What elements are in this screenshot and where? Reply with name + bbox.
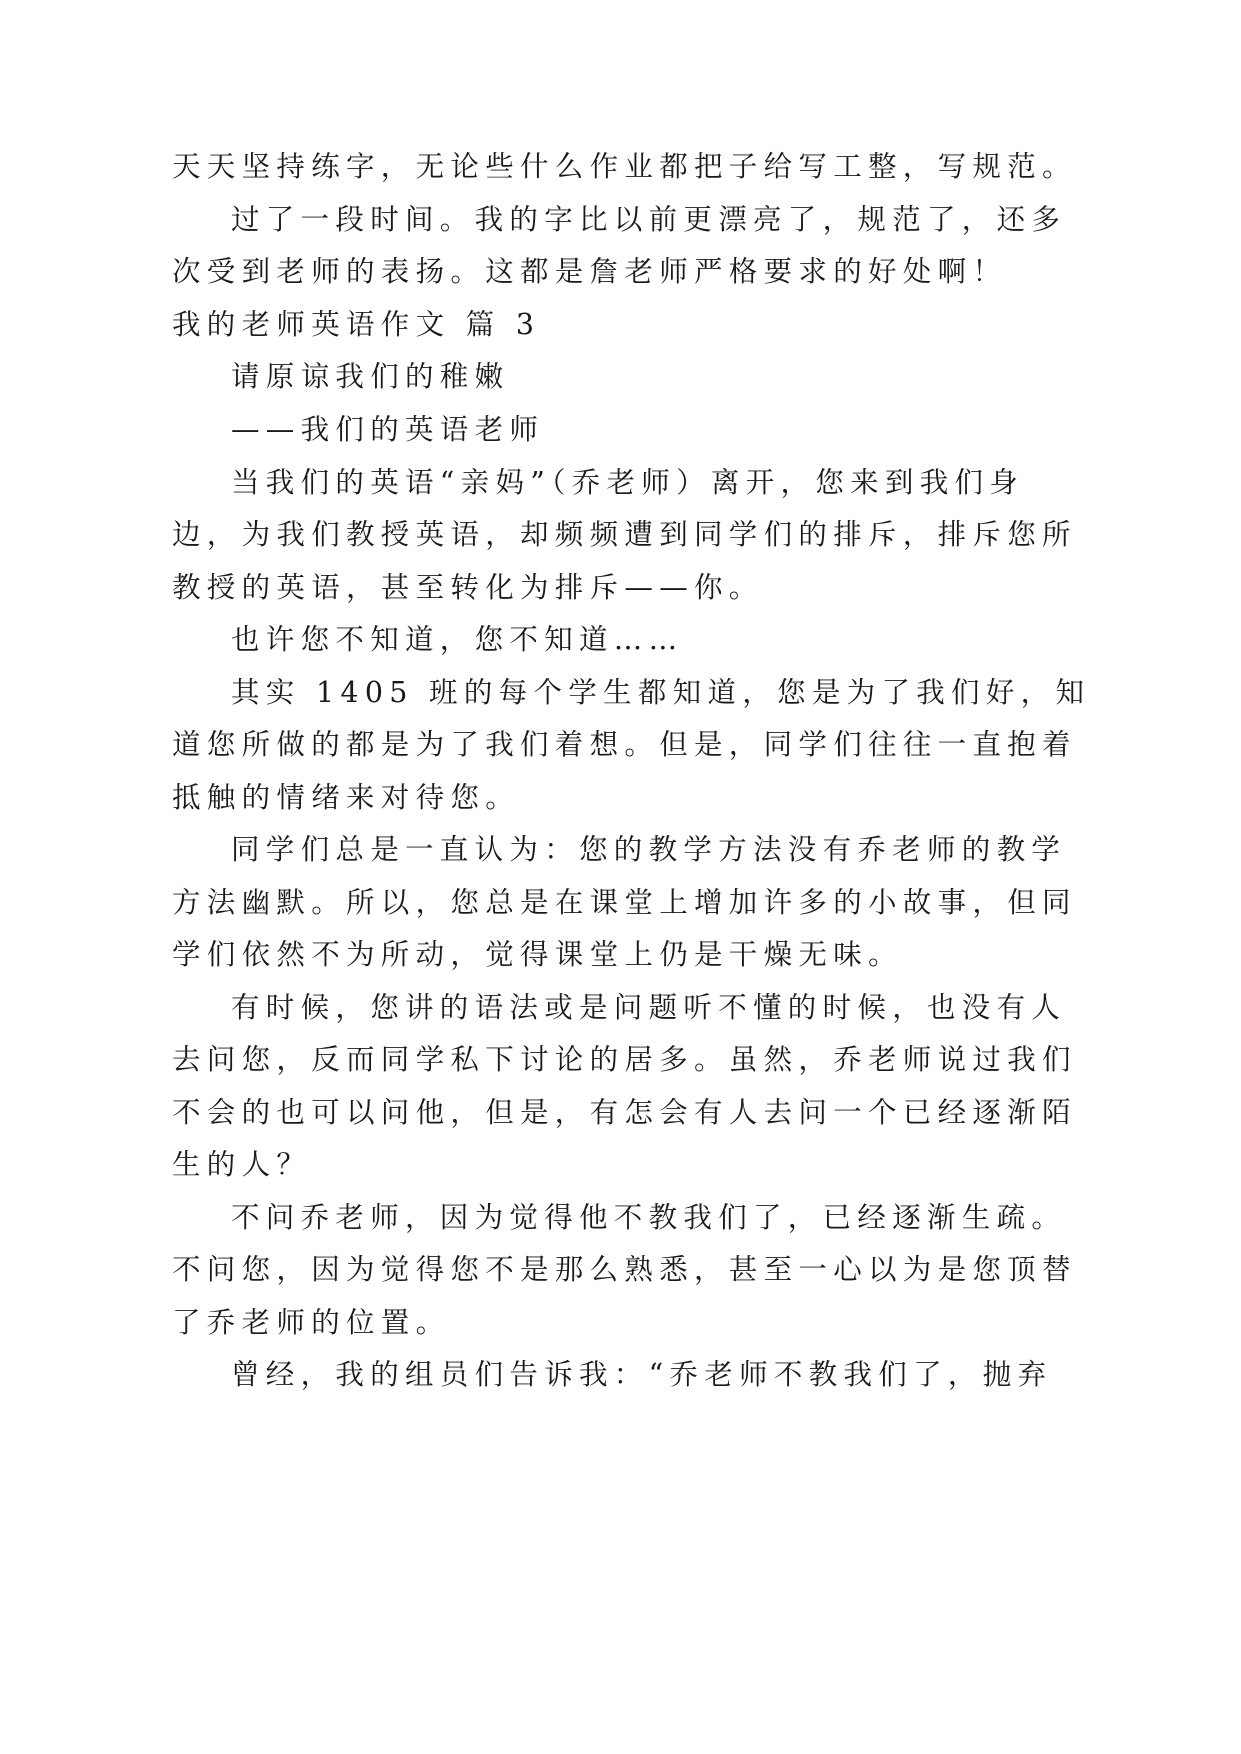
text-line: 过了一段时间。我的字比以前更漂亮了，规范了，还多 <box>231 203 1067 236</box>
essay-title: 请原谅我们的稚嫩 <box>231 360 510 393</box>
text-line: 不会的也可以问他，但是，有怎会有人去问一个已经逐渐陌 <box>172 1096 1077 1129</box>
text-line: 学们依然不为所动，觉得课堂上仍是干燥无味。 <box>172 938 903 971</box>
text-line: 曾经，我的组员们告诉我：“乔老师不教我们了，抛弃 <box>231 1358 1053 1391</box>
text-line: 次受到老师的表扬。这都是詹老师严格要求的好处啊！ <box>172 255 1008 288</box>
text-line: 其实 1405 班的每个学生都知道，您是为了我们好，知 <box>231 676 1091 709</box>
text-line: 抵触的情绪来对待您。 <box>172 781 521 814</box>
text-line: 去问您，反而同学私下讨论的居多。虽然，乔老师说过我们 <box>172 1043 1077 1076</box>
section-heading: 我的老师英语作文 篇 3 <box>172 308 541 341</box>
text-line: 边，为我们教授英语，却频频遭到同学们的排斥，排斥您所 <box>172 518 1077 551</box>
text-line: 不问您，因为觉得您不是那么熟悉，甚至一心以为是您顶替 <box>172 1253 1077 1286</box>
text-line: 教授的英语，甚至转化为排斥——你。 <box>172 571 764 604</box>
text-line: 了乔老师的位置。 <box>172 1306 451 1339</box>
text-line: 有时候，您讲的语法或是问题听不懂的时候，也没有人 <box>231 991 1067 1024</box>
text-line: 当我们的英语“亲妈”（乔老师）离开，您来到我们身 <box>231 466 1025 499</box>
text-line: 生的人？ <box>172 1148 312 1181</box>
text-line: 道您所做的都是为了我们着想。但是，同学们往往一直抱着 <box>172 728 1077 761</box>
text-line: 不问乔老师，因为觉得他不教我们了，已经逐渐生疏。 <box>231 1201 1067 1234</box>
text-line: 同学们总是一直认为：您的教学方法没有乔老师的教学 <box>231 833 1067 866</box>
text-line: 也许您不知道，您不知道…… <box>231 623 684 656</box>
essay-subtitle: ——我们的英语老师 <box>231 413 545 446</box>
text-line: 天天坚持练字，无论些什么作业都把子给写工整，写规范。 <box>172 150 1077 183</box>
text-line: 方法幽默。所以，您总是在课堂上增加许多的小故事，但同 <box>172 886 1077 919</box>
